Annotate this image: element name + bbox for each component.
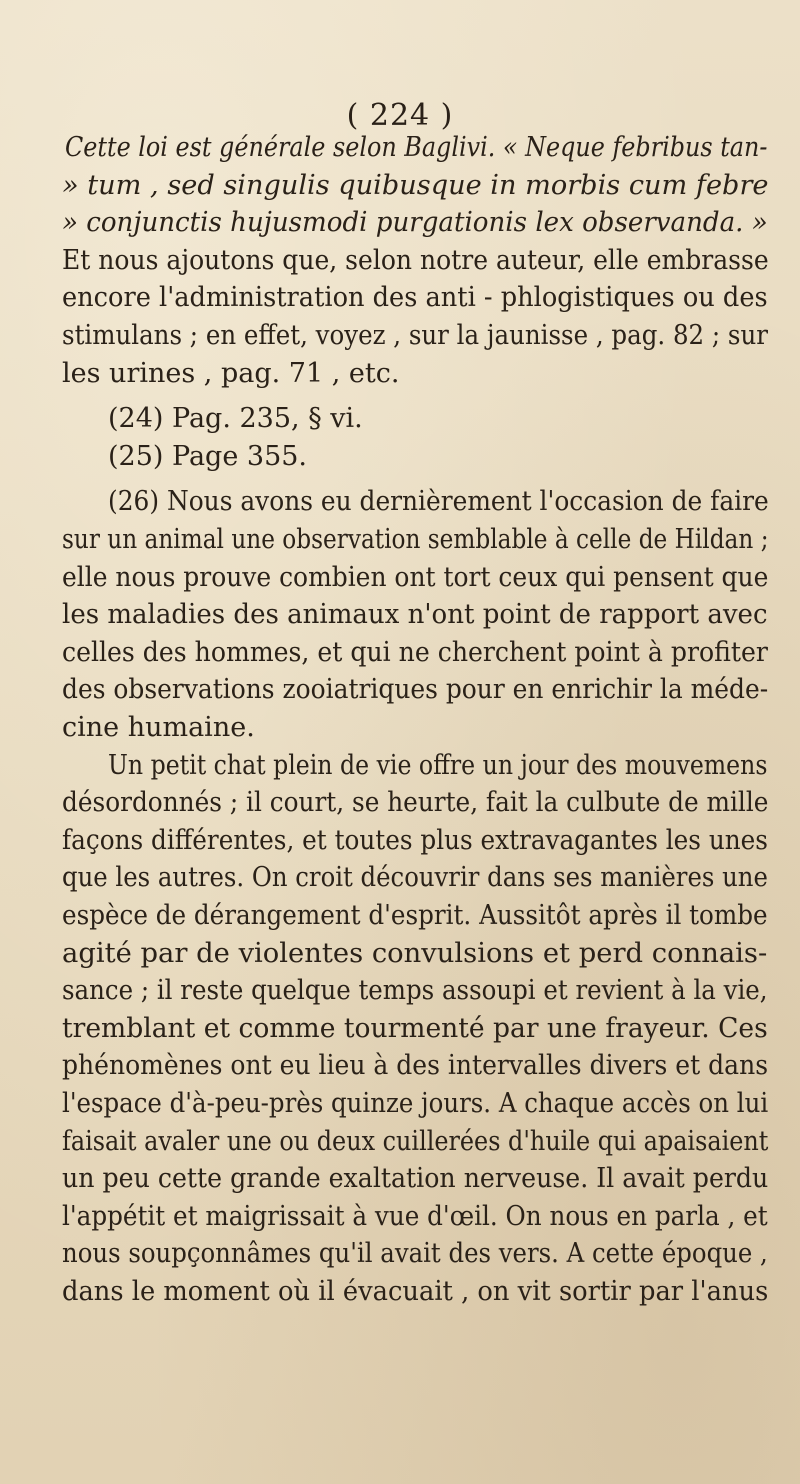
text-line-6: stimulans ; en effet, voyez , sur la jaunisse , pag. 82 ; sur [62,320,768,351]
text-line-4: Et nous ajoutons que, selon notre auteur, elle embrasse [62,245,769,276]
text-line-22: agité par de violentes convulsions et perd connais- [62,938,768,969]
text-line-11: sur un animal une observation semblable à celle de Hildan ; [62,524,769,555]
text-line-31: dans le moment où il évacuait , on vit sortir par l'anus [62,1276,769,1307]
text-line-7: les urines , pag. 71 , etc. [62,358,400,389]
page-number: ( 224 ) [346,98,454,133]
text-line-14: celles des hommes, et qui ne cherchent point à profiter [62,637,768,668]
text-line-16: cine humaine. [62,712,255,743]
text-line-19: façons différentes, et toutes plus extravagantes les unes [62,825,768,856]
text-line-21: espèce de dérangement d'esprit. Aussitôt après il tombe [62,900,768,931]
text-line-24: tremblant et comme tourmenté par une frayeur. Ces [62,1013,768,1044]
text-line-28: un peu cette grande exaltation nerveuse. Il avait perdu [62,1163,769,1194]
text-line-13: les maladies des animaux n'ont point de rapport avec [62,599,768,630]
footnote-25: (25) Page 355. [108,441,308,472]
text-line-29: l'appétit et maigrissait à vue d'œil. On nous en parla , et [62,1201,768,1232]
text-line-26: l'espace d'à-peu-près quinze jours. A chaque accès on lui [62,1088,769,1119]
text-line-1: Cette loi est générale selon Baglivi. « Neque febribus tan- [65,132,768,163]
text-line-2: » tum , sed singulis quibusque in morbis cum febre [62,170,769,201]
text-line-25: phénomènes ont eu lieu à des intervalles divers et dans [62,1050,769,1081]
text-line-30: nous soupçonnâmes qu'il avait des vers. A cette époque , [62,1238,768,1269]
text-line-10: (26) Nous avons eu dernièrement l'occasion de faire [108,486,769,517]
footnote-24: (24) Pag. 235, § vi. [108,403,363,434]
text-line-5: encore l'administration des anti - phlogistiques ou des [62,282,768,313]
text-line-17: Un petit chat plein de vie offre un jour des mouvemens [108,750,768,781]
text-line-12: elle nous prouve combien ont tort ceux qui pensent que [62,562,769,593]
text-line-27: faisait avaler une ou deux cuillerées d'huile qui apaisaient [62,1126,769,1157]
text-line-18: désordonnés ; il court, se heurte, fait la culbute de mille [62,787,769,818]
text-line-3: » conjunctis hujusmodi purgationis lex observanda. » [62,207,768,238]
text-line-20: que les autres. On croit découvrir dans ses manières une [62,862,768,893]
text-line-15: des observations zooiatriques pour en enrichir la méde- [62,674,769,705]
text-line-23: sance ; il reste quelque temps assoupi et revient à la vie, [62,975,768,1006]
